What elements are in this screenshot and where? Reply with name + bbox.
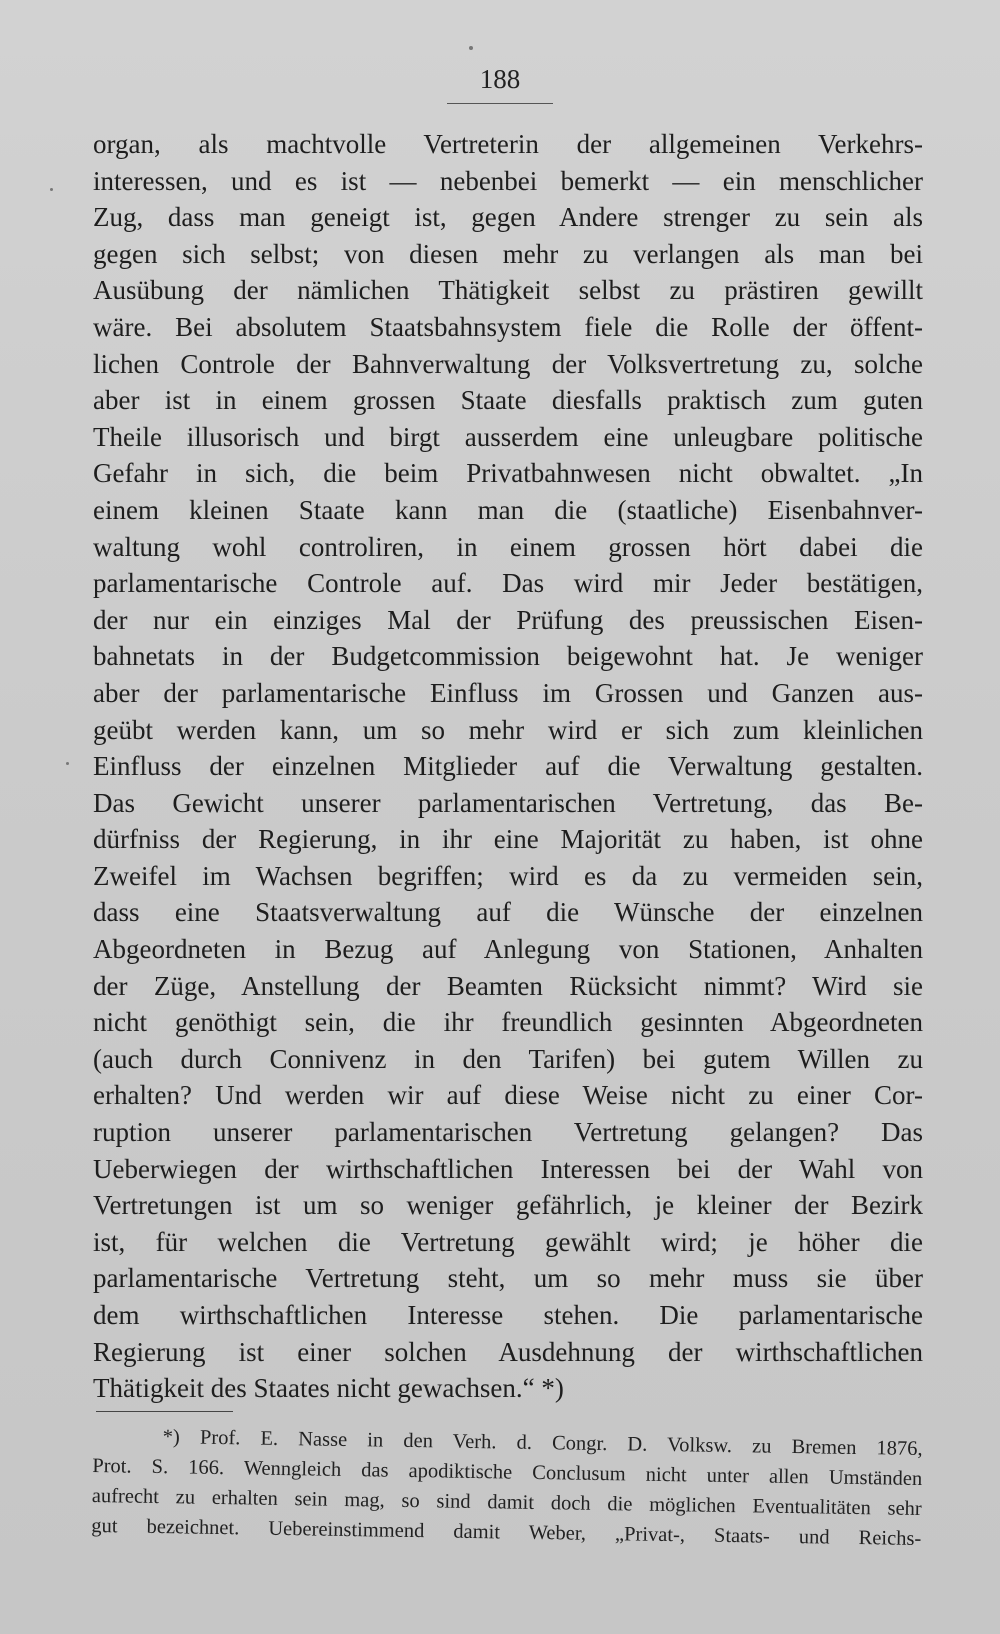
text-line: aber ist in einem grossen Staate diesfalls praktisch zum guten [93, 385, 923, 416]
paper-speck [66, 762, 69, 765]
text-line: wäre. Bei absolutem Staatsbahnsystem fiele die Rolle der öffent- [93, 311, 923, 342]
text-line: geübt werden kann, um so mehr wird er sich zum kleinlichen [93, 714, 923, 745]
text-line: der nur ein einziges Mal der Prüfung des preussischen Eisen- [93, 604, 923, 635]
text-line: erhalten? Und werden wir auf diese Weise nicht zu einer Cor- [93, 1080, 923, 1111]
text-line: Ueberwiegen der wirthschaftlichen Interessen bei der Wahl von [93, 1153, 923, 1184]
text-line: Vertretungen ist um so weniger gefährlich, je kleiner der Bezirk [93, 1190, 923, 1221]
text-line: aber der parlamentarische Einfluss im Grossen und Ganzen aus- [93, 677, 923, 708]
footnote-line: gut bezeichnet. Uebereinstimmend damit Weber, „Privat-, Staats- und Reichs- [91, 1514, 922, 1551]
text-line: organ, als machtvolle Vertreterin der allgemeinen Verkehrs- [93, 129, 923, 159]
page-number: 188 [479, 64, 521, 94]
text-line: interessen, und es ist — nebenbei bemerkt — ein menschlicher [93, 165, 923, 196]
text-line: Abgeordneten in Bezug auf Anlegung von Stationen, Anhalten [93, 934, 923, 965]
text-line: parlamentarische Vertretung steht, um so mehr muss sie über [93, 1263, 923, 1294]
text-line: dem wirthschaftlichen Interesse stehen. Die parlamentarische [93, 1300, 923, 1330]
text-line: dürfniss der Regierung, in ihr eine Majorität zu haben, ist ohne [93, 824, 923, 855]
footnote [91, 1421, 923, 1554]
text-line: bahnetats in der Budgetcommission beigewohnt hat. Je weniger [93, 641, 923, 672]
footnote-line: Prot. S. 166. Wenngleich das apodiktische Conclusum nicht unter allen Umständen [92, 1454, 923, 1491]
text-line: Einfluss der einzelnen Mitglieder auf die Verwaltung gestalten. [93, 751, 923, 782]
text-line: ist, für welchen die Vertretung gewählt wird; je höher die [93, 1226, 923, 1257]
footnote-rule [96, 1411, 233, 1412]
text-line: lichen Controle der Bahnverwaltung der Volksvertretung zu, solche [93, 348, 923, 379]
text-line: waltung wohl controliren, in einem grossen hört dabei die [93, 531, 923, 562]
text-line: Gefahr in sich, die beim Privatbahnwesen nicht obwaltet. „In [93, 458, 923, 489]
paper-speck [469, 46, 473, 50]
text-line: Theile illusorisch und birgt ausserdem eine unleugbare politische [93, 421, 923, 452]
text-line: parlamentarische Controle auf. Das wird mir Jeder bestätigen, [93, 568, 923, 599]
text-line: Zweifel im Wachsen begriffen; wird es da zu vermeiden sein, [93, 860, 923, 891]
text-line: einem kleinen Staate kann man die (staatliche) Eisenbahnver- [93, 494, 923, 525]
page-number-rule [447, 103, 553, 104]
text-line: ruption unserer parlamentarischen Vertretung gelangen? Das [93, 1117, 923, 1148]
footnote-line: aufrecht zu erhalten sein mag, so sind damit doch die möglichen Eventualitäten sehr [91, 1484, 922, 1521]
text-line: nicht genöthigt sein, die ihr freundlich gesinnten Abgeordneten [93, 1007, 923, 1038]
text-line: Thätigkeit des Staates nicht gewachsen.“ *) [93, 1373, 564, 1404]
text-line: dass eine Staatsverwaltung auf die Wünsche der einzelnen [93, 897, 923, 928]
text-line: Zug, dass man geneigt ist, gegen Andere strenger zu sein als [93, 202, 923, 233]
text-line: Das Gewicht unserer parlamentarischen Vertretung, das Be- [93, 787, 923, 818]
text-line: gegen sich selbst; von diesen mehr zu verlangen als man bei [93, 238, 923, 269]
text-line: Regierung ist einer solchen Ausdehnung der wirthschaftlichen [93, 1336, 923, 1367]
footnote-line: *) Prof. E. Nasse in den Verh. d. Congr. D. Volksw. zu Bremen 1876, [162, 1426, 923, 1461]
text-line: Ausübung der nämlichen Thätigkeit selbst zu prästiren gewillt [93, 275, 923, 306]
text-line: der Züge, Anstellung der Beamten Rücksicht nimmt? Wird sie [93, 970, 923, 1001]
text-line: (auch durch Connivenz in den Tarifen) bei gutem Willen zu [93, 1043, 923, 1074]
paper-speck [50, 188, 53, 191]
body-text [93, 126, 923, 1407]
